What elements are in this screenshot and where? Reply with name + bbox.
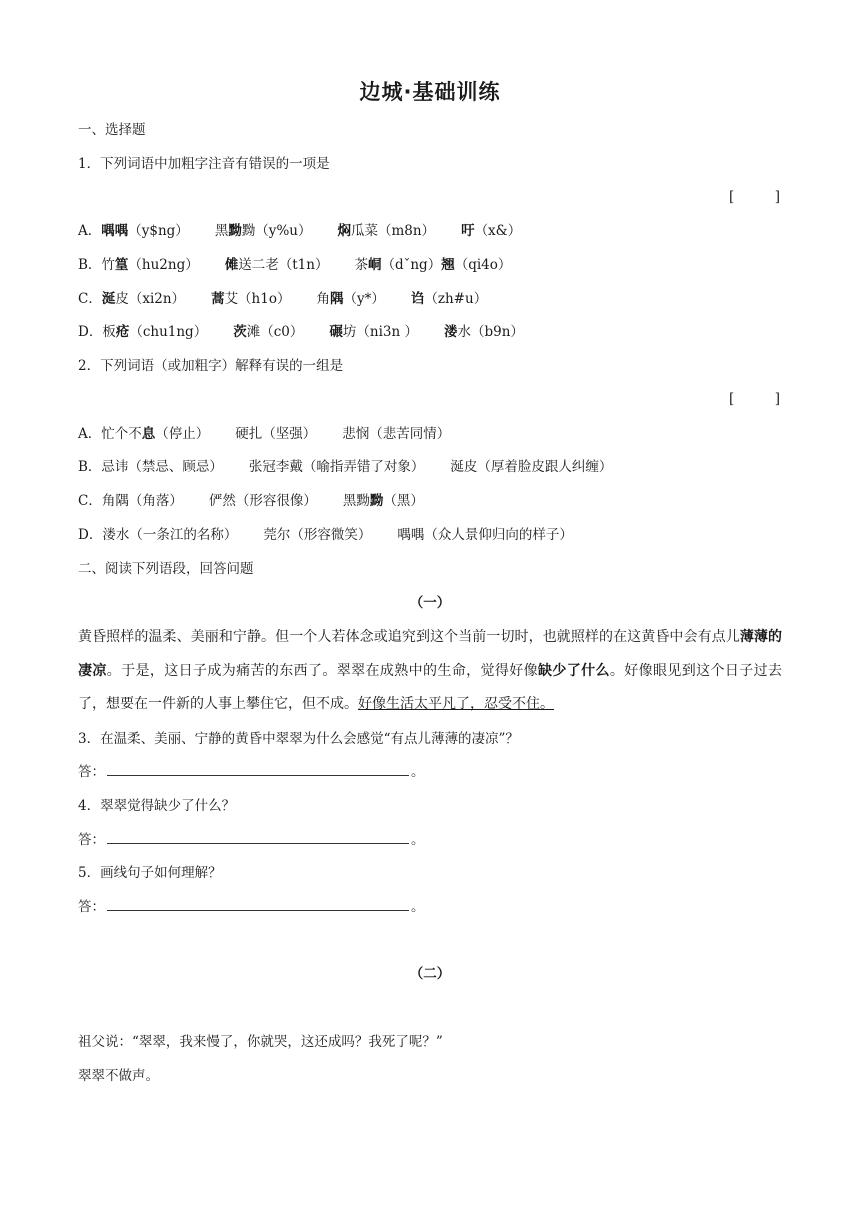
passage-2-line-2: 翠翠不做声。 (78, 1068, 159, 1084)
bold-char: 焖 (337, 223, 351, 239)
option-prefix: D． (78, 324, 103, 340)
option-item (411, 290, 487, 308)
pinyin: （x&） (474, 223, 522, 239)
page-title: 边城·基础训练 (359, 80, 501, 104)
bold-char: 息 (141, 426, 156, 442)
pinyin: 水（b9n） (457, 324, 524, 340)
pinyin: （y$ng） (128, 223, 189, 239)
q2-option-b (78, 458, 612, 476)
option-item (101, 222, 189, 240)
option-prefix: B． (78, 459, 102, 475)
plain-text: 忙个不 (101, 426, 142, 442)
bold-char: 黝 (369, 493, 384, 509)
passage-1-text (78, 621, 782, 722)
option-item (354, 256, 441, 274)
definition: 喁喁（众人景仰归向的样子） (397, 527, 573, 543)
definition: 俨然（形容很像） (208, 493, 317, 509)
pinyin: 瓜菜（m8n） (350, 223, 436, 239)
pinyin: 滩（c0） (246, 324, 304, 340)
answer-blank[interactable] (107, 763, 409, 776)
answer-line-5 (78, 898, 425, 916)
option-item (215, 222, 312, 240)
option-prefix: B． (78, 257, 102, 273)
option-item (249, 458, 425, 476)
pinyin: （qi4o） (454, 257, 512, 273)
definition: 硬扎（坚强） (235, 426, 317, 442)
option-item (102, 526, 237, 544)
option-item (102, 290, 185, 308)
option-prefix: A． (78, 426, 102, 442)
option-item (102, 492, 183, 510)
option-item (397, 526, 573, 544)
question-2-stem: 2．下列词语（或加粗字）解释有误的一组是 (78, 358, 344, 374)
section-heading-reading: 二、阅读下列语段，回答问题 (78, 561, 254, 577)
definition: 涎皮（厚着脸皮跟人纠缠） (450, 459, 613, 475)
plain-char: 角 (316, 291, 330, 307)
bold-char: 黝 (228, 223, 242, 239)
bold-char: 诌 (410, 291, 425, 307)
question-3: 3．在温柔、美丽、宁静的黄昏中翠翠为什么会感觉“有点儿薄薄的凄凉”？ (78, 731, 519, 747)
definition: 莞尔（形容微笑） (263, 527, 372, 543)
definition: 忌讳（禁忌、顾忌） (101, 459, 223, 475)
option-item (450, 458, 612, 476)
plain-text: 黑黝 (342, 493, 370, 509)
passage-2-heading: （二） (409, 966, 451, 982)
pinyin: 艾（h1o） (224, 291, 291, 307)
option-item (211, 290, 290, 308)
bold-char: 隅 (329, 291, 344, 307)
bold-char: 喁喁 (101, 223, 129, 239)
passage-bold-text: 薄薄的凄凉 (78, 629, 783, 679)
passage-bold-text: 缺少了什么 (538, 662, 610, 679)
pinyin: 送二老（t1n） (238, 257, 329, 273)
answer-label: 答： (78, 899, 105, 915)
passage-1-heading: （一） (409, 595, 451, 611)
pinyin: （hu2ng） (128, 257, 199, 273)
definition: 溇水（一条江的名称） (102, 527, 238, 543)
pinyin: （zh#u） (424, 291, 488, 307)
pinyin: 黝（y%u） (241, 223, 312, 239)
definition: 张冠李戴（喻指弄错了对象） (248, 459, 425, 475)
answer-blank[interactable] (107, 898, 409, 911)
definition: 角隅（角落） (101, 493, 183, 509)
pinyin: （chu1ng） (129, 324, 208, 340)
answer-line-3 (78, 763, 425, 781)
bold-char: 篁 (114, 257, 129, 273)
option-prefix: A． (78, 223, 102, 239)
answer-bracket-q1: [ ] (728, 189, 780, 205)
bold-char: 蒿 (211, 291, 225, 307)
option-prefix: D． (78, 527, 103, 543)
section-heading-choice: 一、选择题 (78, 122, 146, 138)
bold-char: 翘 (441, 257, 455, 273)
option-item (101, 458, 223, 476)
bold-char: 溇 (443, 324, 458, 340)
q1-option-d (78, 323, 524, 341)
option-prefix: C． (78, 493, 102, 509)
q1-option-a (78, 222, 521, 240)
answer-end: 。 (411, 764, 425, 780)
pinyin: （dˇng） (381, 257, 442, 273)
question-5: 5．画线句子如何理解？ (78, 865, 222, 881)
question-1-stem: 1．下列词语中加粗字注音有错误的一项是 (78, 156, 330, 172)
option-item (101, 256, 198, 274)
pinyin: （y*） (343, 291, 385, 307)
answer-label: 答： (78, 832, 105, 848)
plain-char: 黑 (214, 223, 229, 239)
q2-option-d (78, 526, 573, 544)
option-item (441, 256, 511, 274)
plain-char: 竹 (101, 257, 115, 273)
option-item (101, 425, 209, 443)
passage-2-line-1: 祖父说：“翠翠，我来慢了，你就哭，这还成吗？我死了呢？” (78, 1034, 443, 1050)
q2-option-a (78, 425, 450, 443)
definition: 悲悯（悲苦同情） (342, 426, 451, 442)
option-item (444, 323, 524, 341)
plain-char: 板 (102, 324, 116, 340)
option-item (316, 290, 384, 308)
bold-char: 茨 (233, 324, 247, 340)
definition: （停止） (155, 426, 210, 442)
pinyin: 坊（ni3n ） (342, 324, 418, 340)
option-item (209, 492, 317, 510)
answer-end: 。 (411, 899, 425, 915)
answer-end: 。 (411, 832, 425, 848)
passage-text: 。好像眼见到这个日子过去了，想要在一件新的人事上攀住它，但不成。 (78, 662, 782, 712)
option-item (263, 526, 371, 544)
option-item (102, 323, 207, 341)
option-item (337, 222, 435, 240)
bold-char: 疮 (115, 324, 130, 340)
pinyin: 皮（xi2n） (115, 291, 186, 307)
option-item (329, 323, 418, 341)
passage-text: 。于是，这日子成为痛苦的东西了。翠翠在成熟中的生命，觉得好像 (106, 662, 538, 679)
answer-line-4 (78, 831, 425, 849)
option-item (343, 492, 424, 510)
answer-blank[interactable] (107, 831, 409, 844)
underlined-sentence: 好像生活太平凡了，忍受不住。 (358, 696, 554, 712)
bold-char: 傩 (224, 257, 239, 273)
q2-option-c (78, 492, 424, 510)
option-item (233, 323, 303, 341)
option-item (235, 425, 316, 443)
answer-bracket-q2: [ ] (728, 391, 780, 407)
bold-char: 峒 (367, 257, 382, 273)
option-item (461, 222, 521, 240)
plain-char: 茶 (354, 257, 368, 273)
q1-option-b (78, 256, 511, 274)
answer-label: 答： (78, 764, 105, 780)
bold-char: 吁 (461, 223, 475, 239)
q1-option-c (78, 290, 487, 308)
option-prefix: C． (78, 291, 102, 307)
definition: （黑） (383, 493, 424, 509)
bold-char: 碾 (329, 324, 343, 340)
bold-char: 涎 (101, 291, 116, 307)
option-item (225, 256, 329, 274)
passage-text: 黄昏照样的温柔、美丽和宁静。但一个人若体念或追究到这个当前一切时，也就照样的在这黄昏中会有点儿 (78, 629, 740, 645)
option-item (342, 425, 450, 443)
question-4: 4．翠翠觉得缺少了什么？ (78, 798, 236, 814)
